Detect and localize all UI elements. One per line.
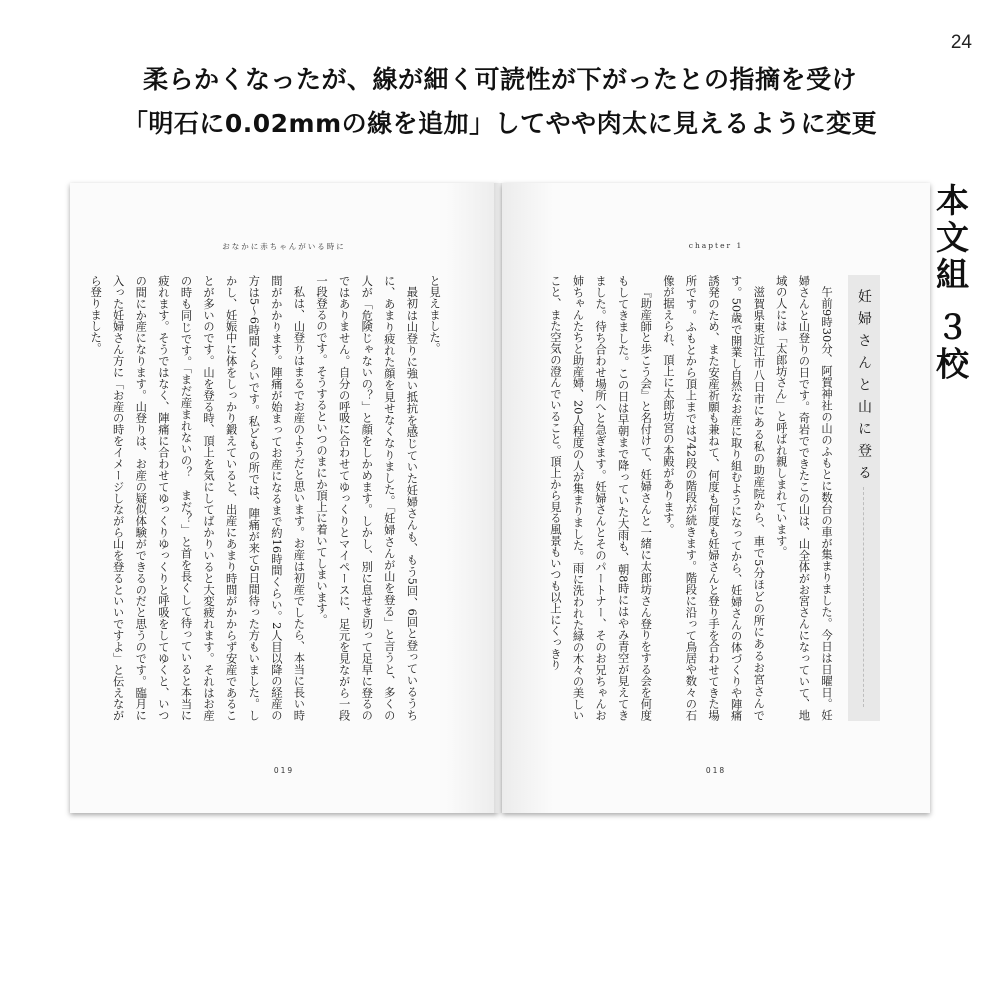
right-paragraph: 午前9時30分、阿賀神社の山のふもとに数台の車が集まりました。今日は日曜日。妊婦さんと山登りの日です。奇岩でできたこの山は、山全体がお宮さんになっていて、地域の人には「太郎坊さん」と呼ばれ親しまれています。 xyxy=(774,275,833,721)
left-paragraph: と見えました。 xyxy=(428,275,441,355)
slide-title xyxy=(0,58,1000,146)
right-running-head: chapter 1 xyxy=(688,241,744,250)
right-page xyxy=(502,183,930,813)
left-paragraph: 私は、山登りはまるでお産のようだと思います。お産は初産でしたら、本当に長い時間がかかります。陣痛が始まってお産になるまで約16時間くらい。2人目以降の経産の方は5〜6時間くらいです。私どもの所では、陣痛が来て5日間待った方もいました。しかし、妊娠中に体をしっかり鍛えていると、出産にあまり時間がかからず安産であることが多いのです。山を登る時、頂上を気にしてばかりいると大変疲れます。それはお産の時も同じです。「まだ産まれないの？ まだ？」と首を長くして待っていると本当に疲れます。そうではなく、陣痛に合わせてゆっくりゆっくりと呼吸をしてゆくと、いつの間にか産になります。山登りは、お産の疑似体験ができるのだと思うのです。臨月に入った妊婦さん方に「お産の時をイメージしながら山を登るといいですよ」と伝えながら登りました。 xyxy=(89,275,306,721)
left-body-text xyxy=(89,275,445,721)
left-folio: 019 xyxy=(273,766,295,775)
chapter-title-box xyxy=(848,275,880,721)
right-folio: 018 xyxy=(705,766,727,775)
slide-page-number: 24 xyxy=(950,32,972,53)
right-body-text xyxy=(547,275,837,721)
slide-title-line-1: 柔らかくなったが、線が細く可読性が下がったとの指摘を受け xyxy=(142,65,857,94)
left-page xyxy=(70,183,498,813)
slide-title-line-2: 「明石に0.02mmの線を追加」してやや肉太に見えるように変更 xyxy=(122,109,878,138)
right-paragraph: 『助産師と歩こう会』と名付けて、妊婦さんと一緒に太郎坊さん登りをする会を何度もしてきました。この日は早朝まで降っていた大雨も、朝8時にはやみ青空が見えてきました。待ち合わせ場所へと急ぎます。妊婦さんとそのパートナー、そのお兄ちゃんお姉ちゃんたちと助産婦、20人程度の人が集まりました。雨に洗われた緑の木々の美しいこと、また空気の澄んでいること。頂上から見る風景もいつも以上にくっきり xyxy=(548,275,653,721)
left-paragraph: 最初は山登りに強い抵抗を感じていた妊婦さんも、もう5回、6回と登っているうちに、あまり疲れた顔を見せなくなりました。「妊婦さんが山を登る」と言うと、多くの人が「危険じゃないの？」と顔をしかめます。しかし、別に息せき切って足早に登るのではありません。自分の呼吸に合わせてゆっくりとマイペースに、足元を見ながら一段一段登るのです。そうするといつのまにか頂上に着いてしまいます。 xyxy=(315,275,419,721)
book-spread xyxy=(70,183,930,813)
side-label: 本文組 ３校 xyxy=(931,183,970,384)
left-running-head: おなかに赤ちゃんがいる時に xyxy=(222,242,346,251)
right-paragraph: 滋賀県東近江市八日市にある私の助産院から、車で5分ほどの所にあるお宮さんです。50歳で開業し自然なお産に取り組むようになってから、妊婦さんの体づくりや陣痛誘発のため、また安産祈願も兼ねて、何度も何度も妊婦さんと登り手を合わせてきた場所です。ふもとから頂上までは742段の階段が続きます。階段に沿って鳥居や数々の石像が据えられ、頂上に太郎坊宮の本殿があります。 xyxy=(661,275,766,721)
chapter-title-rule xyxy=(863,487,864,707)
chapter-title: 妊婦さんと山に登る xyxy=(856,289,872,487)
